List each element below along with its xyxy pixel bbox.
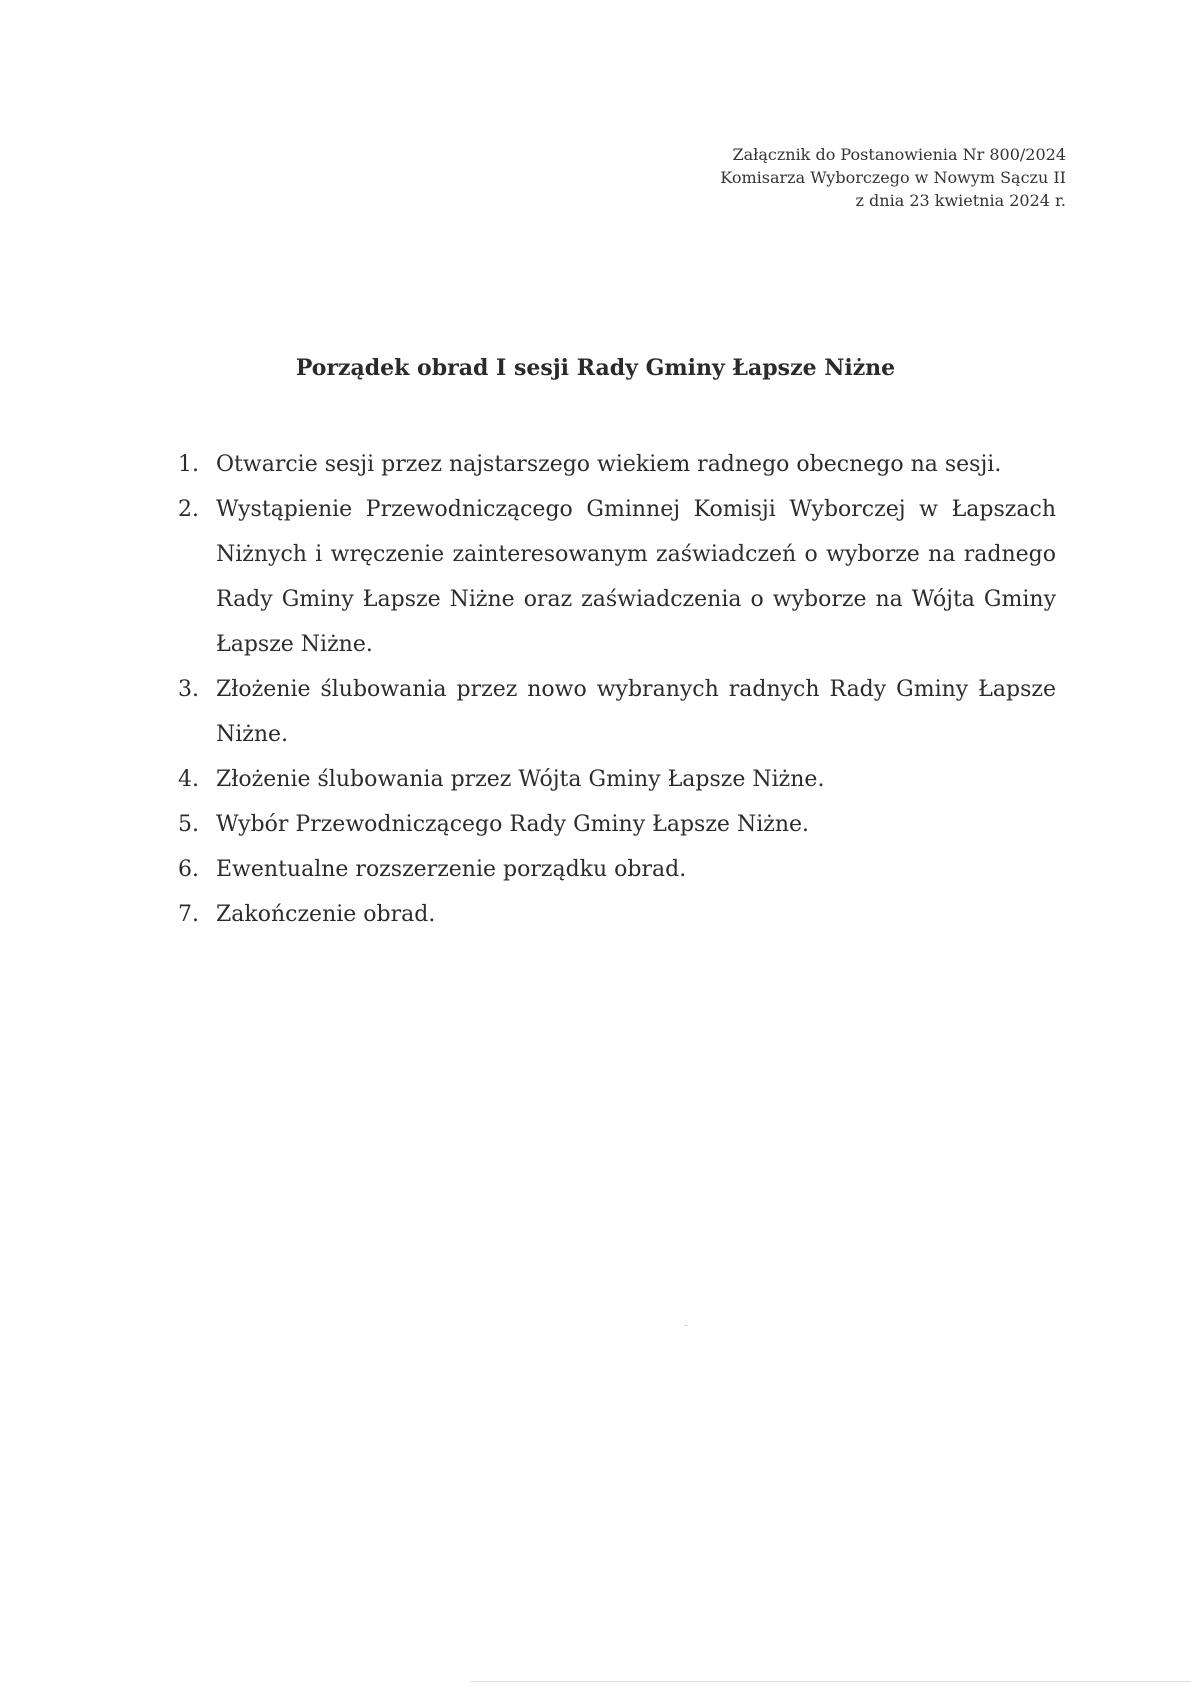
- agenda-item: [178, 847, 1056, 892]
- agenda-item-text: Złożenie ślubowania przez Wójta Gminy Łapsze Niżne.: [216, 767, 825, 792]
- agenda-item-number: 5.: [178, 812, 199, 837]
- header-line-commissioner: Komisarza Wyborczego w Nowym Sączu II: [720, 168, 1066, 187]
- agenda-list: [178, 442, 1056, 937]
- agenda-item-text: Złożenie ślubowania przez nowo wybranych radnych Rady Gminy Łapsze Niżne.: [216, 677, 1056, 747]
- attachment-header: [720, 143, 1066, 212]
- agenda-item: [178, 667, 1056, 757]
- agenda-item: [178, 802, 1056, 847]
- agenda-item-number: 2.: [178, 497, 199, 522]
- agenda-item-number: 4.: [178, 767, 199, 792]
- agenda-item-text: Wystąpienie Przewodniczącego Gminnej Komisji Wyborczej w Łapszach Niżnych i wręczenie zainteresowanym zaświadczeń o wyborze na radnego Rady Gminy Łapsze Niżne oraz zaświadczenia o wyborze na Wójta Gminy Łapsze Niżne.: [216, 497, 1056, 657]
- agenda-item-number: 1.: [178, 452, 199, 477]
- document-title: Porządek obrad I sesji Rady Gminy Łapsze Niżne: [295, 355, 896, 381]
- agenda-item: [178, 442, 1056, 487]
- header-line-decree: Załącznik do Postanowienia Nr 800/2024: [732, 145, 1066, 164]
- agenda-item-text: Ewentualne rozszerzenie porządku obrad.: [216, 857, 687, 882]
- scan-speck: [685, 1325, 687, 1326]
- agenda-item-number: 7.: [178, 902, 199, 927]
- agenda-item: [178, 757, 1056, 802]
- scan-edge-line: [470, 1681, 1191, 1682]
- agenda-item-number: 3.: [178, 677, 199, 702]
- header-line-date: z dnia 23 kwietnia 2024 r.: [855, 191, 1066, 210]
- agenda-item: [178, 487, 1056, 667]
- agenda-item-text: Zakończenie obrad.: [216, 902, 436, 927]
- agenda-item: [178, 892, 1056, 937]
- agenda-item-text: Wybór Przewodniczącego Rady Gminy Łapsze Niżne.: [216, 812, 810, 837]
- agenda-item-text: Otwarcie sesji przez najstarszego wiekiem radnego obecnego na sesji.: [216, 452, 1002, 477]
- agenda-item-number: 6.: [178, 857, 199, 882]
